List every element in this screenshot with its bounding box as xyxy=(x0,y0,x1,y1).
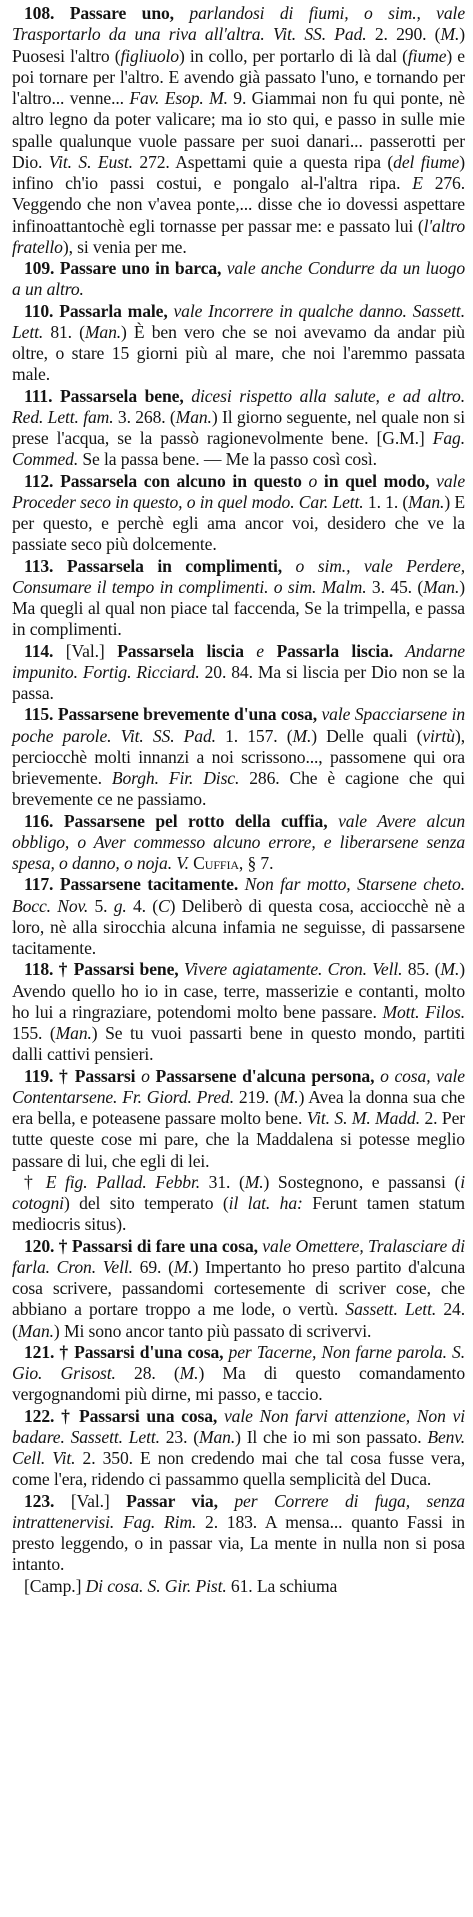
entry-text: o xyxy=(301,470,324,491)
entry-headword: Passarsene brevemente d'una cosa, xyxy=(57,704,317,725)
dictionary-entry xyxy=(12,556,465,641)
dictionary-entry xyxy=(12,1172,465,1236)
entry-text: Man. xyxy=(423,576,460,597)
dictionary-entry xyxy=(12,1236,465,1342)
entry-text: figliuolo xyxy=(120,45,179,66)
dictionary-entry xyxy=(12,1342,465,1406)
entry-text: Andarne impunito. Fortig. Ricciard. xyxy=(12,640,465,682)
entry-text: Fav. Esop. M. xyxy=(129,88,228,108)
dictionary-entry xyxy=(12,386,465,471)
entry-text: 2. Per tutte queste cose mi pare, che la Maddalena si potesse meglio passare di lui, che egli di lei. xyxy=(12,1108,466,1171)
entry-text: 219. ( xyxy=(234,1086,280,1107)
entry-headword: Passarsela con alcuno in questo xyxy=(60,470,302,491)
entry-text: dicesi rispetto alla salute, e ad altro. Red. Lett. fam. xyxy=(12,385,466,427)
entry-number: 108. xyxy=(24,3,70,23)
entry-number: 109. xyxy=(24,258,60,278)
entry-text: M. xyxy=(244,1171,264,1192)
entry-number: 114. xyxy=(24,640,66,661)
dictionary-entry xyxy=(12,258,465,301)
entry-text: E xyxy=(412,173,423,193)
entry-text: ) Il giorno seguente, nel quale non si prese l'acqua, se la passò ragionevolmente bene. [G.M.] xyxy=(12,406,465,448)
entry-text: 61. La schiuma xyxy=(226,1575,338,1596)
entry-text: 31. ( xyxy=(200,1171,245,1192)
entry-text: M. xyxy=(440,959,460,980)
entry-text: † xyxy=(24,1171,46,1192)
entry-text: M. xyxy=(173,1256,193,1277)
entry-text: 155. ( xyxy=(12,1023,56,1043)
dictionary-entry xyxy=(12,1066,465,1172)
entry-number: 116. xyxy=(24,810,64,831)
entry-text: ) Il che io mi son passato. xyxy=(235,1426,428,1447)
entry-headword: Passarsela bene, xyxy=(60,385,184,406)
entry-text: 23. ( xyxy=(159,1426,199,1447)
entry-text: M. xyxy=(292,725,312,746)
entry-text: Cuffia xyxy=(188,853,239,873)
entry-number: 111. xyxy=(24,385,61,406)
entry-text: vale Proceder seco in questo, o in quel modo. Car. Lett. xyxy=(12,470,466,512)
entry-text: Fag. Commed. xyxy=(12,428,465,470)
dictionary-entry xyxy=(12,641,465,705)
entry-text: Borgh. Fir. Disc. xyxy=(111,768,240,788)
entry-text: C xyxy=(157,895,170,916)
entry-number: 112. xyxy=(24,470,61,491)
entry-text: Mott. Filos. xyxy=(382,1001,465,1022)
entry-text: vale anche Condurre da un luogo a un altro. xyxy=(12,258,465,300)
entry-text: per Tacerne, Non farne parola. S. Gio. Grisost. xyxy=(12,1341,465,1383)
entry-text: 1. 1. ( xyxy=(363,491,409,512)
entry-text: o sim., vale Perdere, Consumare il tempo in complimenti. o sim. Malm. xyxy=(12,555,465,597)
entry-headword: Passarsene tacitamente. xyxy=(59,874,239,895)
entry-text: , § 7. xyxy=(238,853,274,873)
entry-text: ) del sito temperato ( xyxy=(63,1193,229,1213)
entry-text: [Camp.] xyxy=(24,1575,86,1596)
entry-text: 3. 45. ( xyxy=(366,576,424,597)
entry-text: 276. Veggendo che non v'avea ponte,... disse che io dovessi aspettare infinoattantochè egli tornasse per passar me: e passato lui ( xyxy=(12,173,466,236)
dictionary-entry xyxy=(12,3,465,258)
entry-text: fiume xyxy=(407,45,447,66)
entry-number: 115. xyxy=(24,704,58,725)
entry-headword: 120. † Passarsi di fare una cosa, xyxy=(24,1235,258,1256)
entry-text: g. xyxy=(113,895,127,916)
entry-text: 286. Che è cagione che qui brevemente ce ne passiamo. xyxy=(12,768,465,810)
entry-headword: Passarla male, xyxy=(59,300,168,321)
entry-text: ) Avea la donna sua che era bella, e poteasene passare molto bene. xyxy=(12,1086,465,1128)
entry-number: 123. xyxy=(24,1490,71,1511)
entry-headword: 121. † Passarsi d'una cosa, xyxy=(24,1341,224,1362)
entry-text: ) È ben vero che se noi avevamo da andar più oltre, o stare 15 giorni più al mare, che noi l'aremmo passata male. xyxy=(12,321,465,385)
entry-text: Se la passa bene. — Me la passo così così. xyxy=(78,449,377,470)
dictionary-entry xyxy=(12,704,465,810)
entry-text: 81. ( xyxy=(43,321,85,342)
entry-text: ) Delle quali ( xyxy=(311,725,423,746)
entry-text: vale Non farvi attenzione, Non vi badare. Sassett. Lett. xyxy=(12,1405,465,1447)
entry-text: [Val.] xyxy=(70,1490,127,1511)
entry-text: o xyxy=(135,1065,156,1086)
entry-text: l'altro fratello xyxy=(12,215,465,257)
entry-text: ) Deliberò di questa cosa, acciocchè nè a loro, nè alla sirocchia alcuna infamia ne seguisse, di passarsene tacitamente. xyxy=(12,895,465,958)
entry-text: ) Ma quegli al qual non piace tal faccenda, Se la trimpella, e passa in complimenti. xyxy=(12,576,465,640)
entry-text: ) E per questo, e perchè egli ama ancor voi, desidero che ve la passiate seco più dolcemente. xyxy=(12,491,465,555)
entry-text: M. xyxy=(279,1086,299,1107)
dictionary-entry xyxy=(12,1406,465,1491)
entry-text: ) in collo, per portarlo di là dal ( xyxy=(179,45,408,66)
entry-text: o cosa, vale Contentarsene. Fr. Giord. Pred. xyxy=(12,1065,465,1107)
entry-text: 2. 183. A mensa... quanto Fassi in presto leggendo, o in passar via, La mente in nulla non si posa intanto. xyxy=(12,1511,465,1575)
entry-text: 3. 268. ( xyxy=(113,406,176,427)
entry-text: Di cosa. S. Gir. Pist. xyxy=(85,1575,227,1596)
dictionary-entry xyxy=(12,811,465,875)
entry-text: Man. xyxy=(17,1320,54,1341)
entry-headword: 122. † Passarsi una cosa, xyxy=(24,1405,218,1426)
dictionary-entry xyxy=(12,1576,465,1597)
entry-text: 5. xyxy=(88,895,114,916)
entry-text: Man. xyxy=(175,406,212,427)
dictionary-entry xyxy=(12,301,465,386)
entry-text: 4. ( xyxy=(126,895,158,916)
entry-text: ) Se tu vuoi passarti bene in questo mondo, partiti dalli cattivi pensieri. xyxy=(12,1023,466,1065)
entry-text: ) e poi tornare per l'altro. E avendo già passato l'uno, e tornando per l'altro... venne... xyxy=(12,45,465,108)
entry-text: E fig. Pallad. Febbr. xyxy=(45,1171,201,1192)
entry-headword: 118. † Passarsi bene, xyxy=(24,959,179,980)
entry-text: 1. 157. ( xyxy=(215,725,293,746)
entry-text: 2. 350. E non credendo mai che tal cosa fusse vera, come l'era, ridendo ci passammo quella semplicità del Duca. xyxy=(12,1448,465,1490)
entry-text: i cotogni xyxy=(12,1171,465,1213)
entry-text: vale Spacciarsene in poche parole. Vit. SS. Pad. xyxy=(12,704,466,746)
entry-text: vale Avere alcun obbligo, o Aver commesso alcuno errore, e liberarsene senza spesa, o danno, o noja. V. xyxy=(12,810,466,873)
entry-text: ) Impertanto ho preso partito d'alcuna cosa scrivere, passandomi cortesemente di scriver cose, che abbiano a portare troppo a me lode, o vertù. xyxy=(12,1256,466,1320)
entry-text: Non far motto, Starsene cheto. Bocc. Nov. xyxy=(12,874,466,916)
entry-headword: in quel modo, xyxy=(323,470,430,491)
entry-text: Man. xyxy=(198,1426,236,1447)
entry-text: Man. xyxy=(84,321,122,342)
entry-text: ) Mi sono ancor tanto più passato di scrivervi. xyxy=(53,1320,372,1341)
entry-text: [Val.] xyxy=(65,640,118,661)
entry-text: ) Ma di questo comandamento vergognandomi più dirne, mi passo, e taccio. xyxy=(12,1363,465,1405)
entry-text: 20. 84. Ma si liscia per Dio non se la passa. xyxy=(12,661,465,703)
entry-text: il lat. ha: xyxy=(228,1193,303,1213)
dictionary-entry xyxy=(12,874,465,959)
entry-headword: Passar via, xyxy=(126,1490,218,1511)
entry-text: ), perciocchè molti innanzi a noi scrissono..., passomene qui ora brievemente. xyxy=(12,725,465,788)
entry-headword: 119. † Passarsi xyxy=(24,1065,136,1086)
entry-text: ), si venia per me. xyxy=(62,236,187,257)
entry-text: parlandosi di fiumi, o sim., vale Trasportarlo da una riva all'altra. Vit. SS. Pad. xyxy=(12,3,466,45)
entry-text: Ferunt tamen statum mediocris situs). xyxy=(12,1193,465,1235)
dictionary-entry xyxy=(12,471,465,556)
entry-text: Vivere agiatamente. Cron. Vell. xyxy=(178,959,403,980)
entry-text: virtù xyxy=(422,725,455,746)
entry-headword: Passarsene pel rotto della cuffia, xyxy=(63,810,328,831)
entry-text: 85. ( xyxy=(402,959,441,980)
entry-text: Vit. S. M. Madd. xyxy=(306,1108,420,1128)
entry-text: M. xyxy=(179,1363,199,1383)
dictionary-entry xyxy=(12,959,465,1065)
entry-text: 9. Giammai non fu qui ponte, nè altro legno da poter valicare; ma io sto qui, e passo in sulle mie spalle qualunque vuole passare per suoi danari... passerotti per Dio. xyxy=(12,88,465,172)
entry-headword: Passarsela liscia xyxy=(117,640,244,661)
entry-text: 28. ( xyxy=(115,1363,180,1383)
entry-headword: Passarla liscia. xyxy=(276,640,394,661)
entry-headword: Passare uno, xyxy=(69,3,174,23)
entry-text: ) Avendo quello ho io in case, terre, masserizie e contanti, molto ho lui a ringraziare, potendomi molto bene passare. xyxy=(12,959,465,1022)
entry-text: Man. xyxy=(55,1023,92,1043)
dictionary-entry xyxy=(12,1491,465,1576)
entry-text: 69. ( xyxy=(132,1256,174,1277)
entry-headword: Passarsela in complimenti, xyxy=(66,555,283,576)
entry-text: ) infino ch'io passi costui, e pongalo al-l'altra ripa. xyxy=(12,151,466,193)
entry-text: per Correre di fuga, senza intrattenervisi. Fag. Rim. xyxy=(12,1490,465,1532)
entry-number: 117. xyxy=(24,874,60,895)
entry-text: Sassett. Lett. xyxy=(345,1299,437,1320)
entry-text: e xyxy=(243,640,277,661)
entry-text: vale Omettere, Tralasciare di farla. Cron. Vell. xyxy=(12,1235,465,1277)
entry-text: Vit. S. Eust. xyxy=(48,151,133,172)
entry-number: 110. xyxy=(24,300,60,321)
entry-text: 24. ( xyxy=(12,1299,465,1341)
entry-text: del fiume xyxy=(393,151,460,172)
entry-text: 272. Aspettami quie a questa ripa ( xyxy=(132,151,394,172)
entry-number: 113. xyxy=(24,555,67,576)
entry-text: ) Sostegnono, e passansi ( xyxy=(263,1171,461,1192)
entry-text: Benv. Cell. Vit. xyxy=(12,1426,465,1468)
entry-headword: Passarsene d'alcuna persona, xyxy=(155,1065,375,1086)
entry-text: M. xyxy=(440,24,460,45)
entry-headword: Passare uno in barca, xyxy=(59,258,222,278)
entry-text: Man. xyxy=(408,491,445,512)
entry-text: 2. 290. ( xyxy=(366,24,441,45)
entry-text: ) Puosesi l'altro ( xyxy=(12,24,466,66)
entry-text: vale Incorrere in qualche danno. Sassett. Lett. xyxy=(12,300,465,342)
